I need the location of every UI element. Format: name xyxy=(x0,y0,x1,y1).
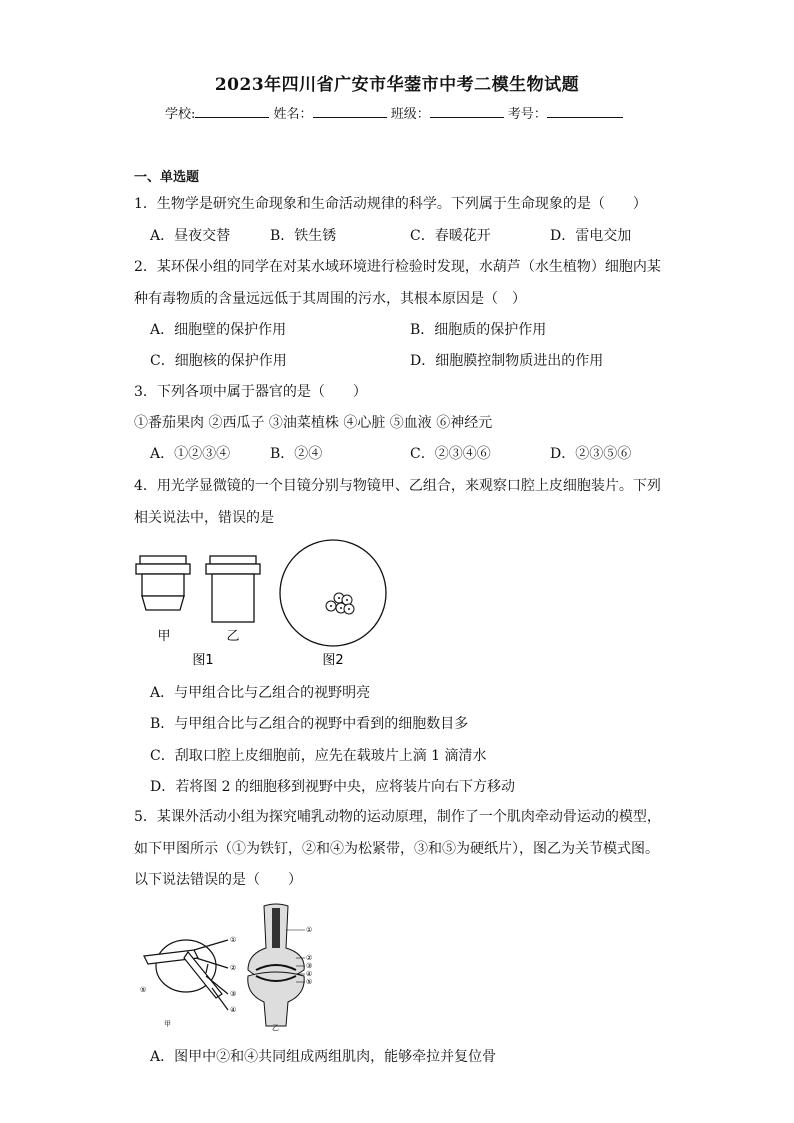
fig5-label-yi: 乙 xyxy=(272,1024,279,1032)
question-4-stem-line-2: 相关说法中，错误的是 xyxy=(134,510,274,526)
class-blank xyxy=(430,105,504,118)
question-1-stem: 1．生物学是研究生命现象和生命活动规律的科学。下列属于生命现象的是（ ） xyxy=(134,196,647,212)
fig5-right-label-3: ③ xyxy=(306,962,313,970)
student-info-line xyxy=(165,103,623,122)
class-label: 班级： xyxy=(390,107,430,122)
question-4-option-a: A．与甲组合比与乙组合的视野明亮 xyxy=(150,685,371,701)
number-label: 考号： xyxy=(507,107,547,122)
fig5-right-label-1: ① xyxy=(306,926,313,934)
fig5-left-label-3: ③ xyxy=(230,990,237,998)
bone-model-icon xyxy=(144,940,228,1010)
question-3-option-d: D．②③⑤⑥ xyxy=(550,446,632,462)
question-1-option-b: B．铁生锈 xyxy=(270,228,337,244)
fig4-label-fig2: 图2 xyxy=(322,653,344,668)
question-1-option-d: D．雷电交加 xyxy=(550,228,632,244)
question-5-stem-line-3: 以下说法错误的是（ ） xyxy=(134,872,302,888)
question-4-stem-line-1: 4．用光学显微镜的一个目镜分别与物镜甲、乙组合，来观察口腔上皮细胞装片。下列 xyxy=(134,478,661,494)
fig5-left-label-4: ④ xyxy=(230,1006,237,1014)
question-2-stem-line-2: 种有毒物质的含量远远低于其周围的污水，其根本原因是（ ） xyxy=(134,291,526,307)
joint-diagram-icon xyxy=(248,904,304,1026)
question-5-stem-line-2: 如下甲图所示（①为铁钉，②和④为松紧带，③和⑤为硬纸片），图乙为关节模式图。 xyxy=(134,841,659,857)
field-of-view-icon xyxy=(280,540,386,646)
question-4-option-b: B．与甲组合比与乙组合的视野中看到的细胞数目多 xyxy=(150,716,469,732)
objective-yi-icon xyxy=(206,556,260,622)
question-1-option-a: A．昼夜交替 xyxy=(150,228,231,244)
fig5-right-label-5: ⑤ xyxy=(306,978,313,986)
page-title: 2023年四川省广安市华蓥市中考二模生物试题 xyxy=(214,75,580,95)
fig4-label-jia: 甲 xyxy=(157,629,171,644)
muscle-joint-figure xyxy=(136,898,326,1033)
question-2-stem-line-1: 2．某环保小组的同学在对某水域环境进行检验时发现，水葫芦（水生植物）细胞内某 xyxy=(134,259,661,275)
question-3-option-c: C．②③④⑥ xyxy=(410,446,491,462)
school-label: 学校: xyxy=(165,107,196,122)
question-3-items: ①番茄果肉 ②西瓜子 ③油菜植株 ④心脏 ⑤血液 ⑥神经元 xyxy=(134,415,493,431)
fig5-left-label-2: ② xyxy=(230,964,237,972)
fig4-label-fig1: 图1 xyxy=(192,653,214,668)
school-blank xyxy=(195,105,269,118)
microscope-figure xyxy=(130,536,390,672)
question-2-option-d: D．细胞膜控制物质进出的作用 xyxy=(410,353,604,369)
number-blank xyxy=(547,105,623,118)
question-2-option-a: A．细胞壁的保护作用 xyxy=(150,322,287,338)
fig5-left-label-5: ⑤ xyxy=(140,986,147,994)
question-5-option-a: A．图甲中②和④共同组成两组肌肉，能够牵拉并复位骨 xyxy=(150,1049,497,1065)
question-2-option-b: B．细胞质的保护作用 xyxy=(410,322,547,338)
question-4-option-c: C．刮取口腔上皮细胞前，应先在载玻片上滴 1 滴清水 xyxy=(150,748,487,764)
fig5-label-jia: 甲 xyxy=(164,1020,171,1028)
question-3-option-a: A．①②③④ xyxy=(150,446,231,462)
question-1-option-c: C．春暖花开 xyxy=(410,228,491,244)
objective-jia-icon xyxy=(136,556,190,610)
question-4-option-d: D．若将图 2 的细胞移到视野中央，应将装片向右下方移动 xyxy=(150,779,516,795)
fig5-right-label-4: ④ xyxy=(306,970,313,978)
fig5-right-label-2: ② xyxy=(306,954,313,962)
name-label: 姓名： xyxy=(273,107,313,122)
question-3-stem: 3．下列各项中属于器官的是（ ） xyxy=(134,384,367,400)
question-3-option-b: B．②④ xyxy=(270,446,323,462)
fig4-label-yi: 乙 xyxy=(226,629,240,644)
question-2-option-c: C．细胞核的保护作用 xyxy=(150,353,287,369)
section-heading: 一、单选题 xyxy=(134,170,200,185)
name-blank xyxy=(313,105,387,118)
question-5-stem-line-1: 5．某课外活动小组为探究哺乳动物的运动原理，制作了一个肌肉牵动骨运动的模型， xyxy=(134,809,661,825)
fig5-left-label-1: ① xyxy=(230,936,237,944)
